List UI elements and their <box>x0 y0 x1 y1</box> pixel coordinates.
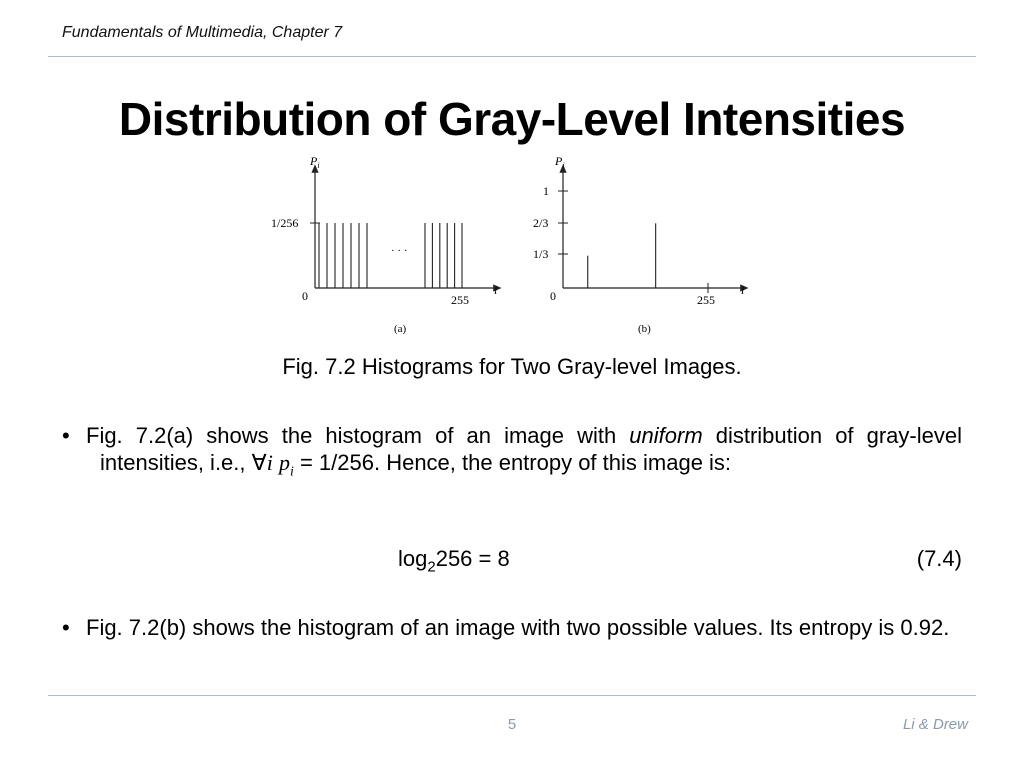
panel-a-panel-label: (a) <box>394 323 407 335</box>
bullet-two-values <box>62 614 962 641</box>
math-sub-i: i <box>289 464 294 480</box>
bottom-divider <box>48 695 976 696</box>
panel-b-x-tick-start: 0 <box>550 289 556 303</box>
slide-title: Distribution of Gray-Level Intensities <box>118 93 906 145</box>
panel-a <box>271 154 498 335</box>
panel-b-panel-label: (b) <box>638 323 651 335</box>
bullet-marker: • <box>62 423 70 448</box>
page-number: 5 <box>507 716 517 733</box>
math-var-p: p <box>278 450 290 475</box>
histogram-figure <box>268 150 768 340</box>
panel-a-ellipsis: · · · <box>391 245 408 257</box>
footer-authors: Li & Drew <box>902 716 968 733</box>
panel-b-y-tick-label-2: 2/3 <box>533 216 549 230</box>
panel-a-y-tick-label: 1/256 <box>271 216 299 230</box>
bullet-text: Fig. 7.2(b) shows the histogram of an image with two possible values. Its entropy is 0.92. <box>86 615 950 640</box>
panel-a-y-label: $P_i$ <box>310 154 320 170</box>
bullet-marker: • <box>62 615 70 640</box>
bullet-text: distribution of gray-level intensities, i.e., <box>100 423 962 475</box>
panel-a-x-label: i <box>494 283 498 297</box>
panel-b-x-tick-end: 255 <box>697 293 715 307</box>
figure-caption: Fig. 7.2 Histograms for Two Gray-level Images. <box>282 354 742 379</box>
equation-number: (7.4) <box>916 546 962 571</box>
panel-b-y-tick-label-1: 1 <box>543 184 549 198</box>
panel-b <box>533 154 745 335</box>
histogram-svg <box>268 150 768 340</box>
forall-symbol: ∀ <box>251 450 267 475</box>
panel-b-x-label: i <box>741 283 745 297</box>
panel-b-y-label: $P_i$ <box>555 154 565 170</box>
emphasis-uniform: uniform <box>629 423 703 448</box>
math-var-i: i <box>266 450 273 475</box>
bullet-text: Fig. 7.2(a) shows the histogram of an image with <box>86 423 630 448</box>
bullet-text: = 1/256. Hence, the entropy of this image is: <box>293 450 732 475</box>
panel-b-bars <box>588 223 656 288</box>
panel-b-y-tick-label-3: 1/3 <box>533 247 549 261</box>
bullet-uniform <box>62 422 962 485</box>
equation-expression: $\log_2256 = 8$ <box>398 546 510 576</box>
header-course: Fundamentals of Multimedia, Chapter 7 <box>62 24 343 41</box>
panel-a-x-tick-start: 0 <box>302 289 308 303</box>
top-divider <box>48 56 976 57</box>
panel-a-x-tick-end: 255 <box>451 293 469 307</box>
